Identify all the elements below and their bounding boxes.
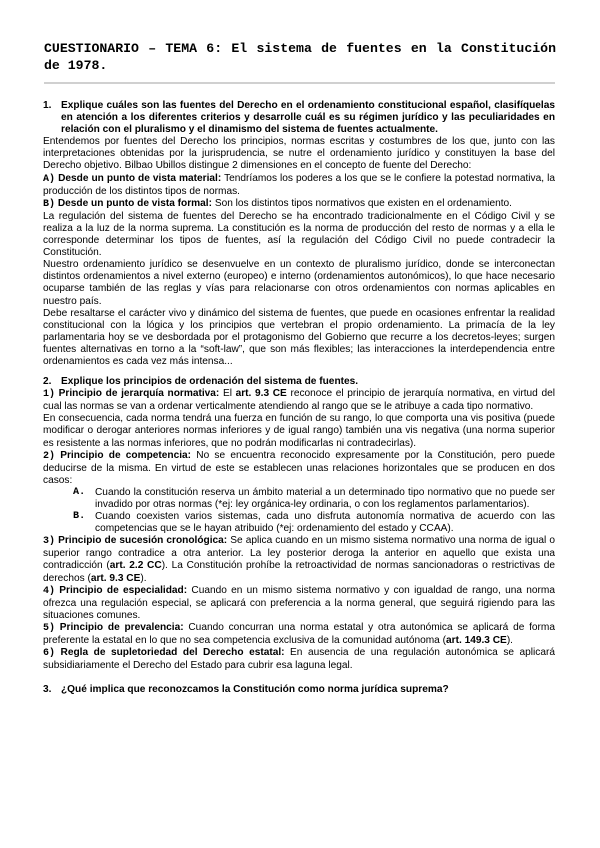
question-number: 1. — [43, 100, 52, 111]
principle-label: Principio de especialidad: — [59, 584, 188, 596]
title-divider — [44, 82, 555, 84]
document-title: CUESTIONARIO – TEMA 6: El sistema de fuentes en la Constitución de 1978. — [44, 41, 556, 73]
principle-item — [43, 450, 555, 487]
principle-item — [43, 622, 555, 647]
definition-formal — [43, 198, 555, 211]
question-2-heading — [43, 376, 555, 388]
question-text: ¿Qué implica que reconozcamos la Constitución como norma jurídica suprema? — [61, 684, 449, 696]
sub-item — [43, 511, 555, 535]
paragraph: Debe resaltarse el carácter vivo y dinámico del sistema de fuentes, que puede en ocasiones enfrentar la realidad constitucional con la lógica y los principios que vertebran el propio ordenamiento. La primacía de la ley parlamentaria hoy se ve desbordada por el protagonismo del Gobierno que recurre a los decretos-leyes; surgen fuentes alternativas en torno a la “soft-law”, que son más flexibles; las interacciones la interdependencia entre ordenamientos es cada vez más intensa... — [43, 307, 555, 367]
principle-label: Principio de competencia: — [60, 449, 192, 461]
sub-text: Cuando coexisten varios sistemas, cada uno disfruta autonomía normativa de acuerdo con las competencias que se le hayan atribuido (*ej: ordenamiento del estado y CCAA). — [95, 511, 555, 535]
definition-label: Desde un punto de vista formal: — [57, 197, 212, 209]
list-letter: B) — [43, 198, 56, 210]
legal-reference: art. 2.2 CC — [109, 560, 162, 572]
paragraph: La regulación del sistema de fuentes del Derecho se ha encontrado tradicionalmente en el Código Civil y se realiza a la luz de la norma suprema. La constitución es la norma de producción del resto de normas y a ella le corresponde determinar los tipos de fuentes, así la regulación del Código Civil no puede contradecir la Constitución. — [43, 210, 555, 259]
principle-text: El — [219, 388, 236, 400]
paragraph: Entendemos por fuentes del Derecho los principios, normas escritas y costumbres de los que, junto con las interpretaciones obtenidas por la jurisprudencia, se nutre el ordenamiento jurídico y constituyen la base del Derecho objetivo. Bilbao Ubillos distingue 2 dimensiones en el concepto de fuente del Derecho: — [43, 136, 555, 172]
principle-label: Principio de prevalencia: — [59, 621, 184, 633]
principle-text: No se encuentra reconocido expresamente por la Constitución, pero puede deducirse de la misma. En virtud de este se establecen unas relaciones horizontales que se producen en dos casos: — [43, 449, 555, 486]
principle-item — [43, 535, 555, 584]
item-number: 4) — [43, 585, 56, 597]
question-text: Explique los principios de ordenación del sistema de fuentes. — [61, 376, 359, 388]
paragraph: En consecuencia, cada norma tendrá una fuerza en función de su rango, lo que comporta una vis positiva (puede modificar o derogar anteriores normas inferiores y de igual rango) también una vis negativa (una norma superior es resistente a las normas inferiores, que no podrán modificarlas ni contradecirlas). — [43, 413, 555, 449]
question-text: Explique cuáles son las fuentes del Derecho en el ordenamiento constitucional español, clasifíquelas en atención a los diferentes criterios y desarrolle cuál es su régimen jurídico y las peculiaridades en relación con el pluralismo y el dinamismo del sistema de fuentes actualmente. — [61, 100, 555, 136]
legal-reference: art. 9.3 CE — [235, 388, 287, 400]
item-number: 5) — [43, 622, 56, 634]
sub-item — [43, 487, 555, 511]
item-number: 2) — [43, 450, 56, 462]
question-number: 2. — [43, 376, 52, 388]
item-number: 6) — [43, 648, 56, 660]
definition-label: Desde un punto de vista material: — [58, 172, 222, 184]
question-number: 3. — [43, 684, 52, 696]
item-number: 3) — [43, 536, 56, 548]
principle-text: Cuando concurran una norma estatal y otra autonómica se aplicará de forma preferente la estatal en lo que no sea competencia exclusiva de la comunidad autónoma ( — [43, 621, 555, 647]
principle-item — [43, 585, 555, 622]
principle-text: Cuando en un mismo sistema normativo y con igualdad de rango, una norma ofrezca una regulación especial, se aplicará con preferencia a la norma general, que seguirá rigiendo para las situaciones comunes. — [43, 584, 555, 621]
principle-label: Principio de sucesión cronológica: — [58, 535, 228, 547]
sub-letter: B. — [73, 511, 86, 523]
sub-text: Cuando la constitución reserva un ámbito material a un determinado tipo normativo que no puede ser invadido por otras normas (*ej: ley orgánica-ley ordinaria, o con los reglamentos parlamentarios). — [95, 486, 555, 510]
item-number: 1) — [43, 389, 56, 401]
sub-letter: A. — [73, 486, 86, 498]
principle-text: ). La Constitución prohíbe la retroactividad de normas sancionadoras o restrictivas de derechos ( — [43, 560, 556, 584]
list-letter: A) — [43, 173, 56, 185]
question-1-heading — [43, 100, 555, 136]
definition-text: Son los distintos tipos normativos que existen en el ordenamiento. — [212, 197, 512, 209]
principle-label: Principio de jerarquía normativa: — [58, 388, 220, 400]
principle-text: ). — [140, 572, 147, 584]
principle-text: En ausencia de una regulación autonómica se aplicará subsidiariamente el Derecho del Estado para cubrir esa laguna legal. — [43, 647, 555, 672]
principle-item — [43, 647, 555, 672]
principle-text: Se aplica cuando en un mismo sistema normativo una norma de igual o superior rango contradice a otra anterior. La ley posterior deroga la anterior en aquello que exista una contradicción ( — [43, 535, 555, 572]
definition-text: Tendríamos los poderes a los que se le confiere la potestad normativa, la producción de los distintos tipos de normas. — [43, 172, 555, 197]
legal-reference: art. 9.3 CE — [90, 572, 141, 584]
principle-text: reconoce el principio de jerarquía normativa, en virtud del cual las normas se van a ordenar verticalmente atendiendo al rango que se le atribuye a cada tipo normativo. — [43, 388, 555, 413]
question-3-heading — [43, 684, 555, 696]
legal-reference: art. 149.3 CE — [446, 635, 507, 647]
principle-text: ). — [506, 635, 513, 647]
principle-label: Regla de supletoriedad del Derecho estatal: — [60, 647, 285, 659]
definition-material — [43, 173, 555, 198]
document-body — [43, 100, 555, 696]
paragraph: Nuestro ordenamiento jurídico se desenvuelve en un contexto de pluralismo jurídico, donde se interconectan distintos ordenamientos a nivel externo (europeo) e interno (ordenamientos autonómicos), lo que hace necesario ocuparse también de las reglas y vías para relacionarse con otros ordenamientos con normas aplicables en nuestro país. — [43, 259, 555, 307]
principle-item — [43, 388, 555, 413]
